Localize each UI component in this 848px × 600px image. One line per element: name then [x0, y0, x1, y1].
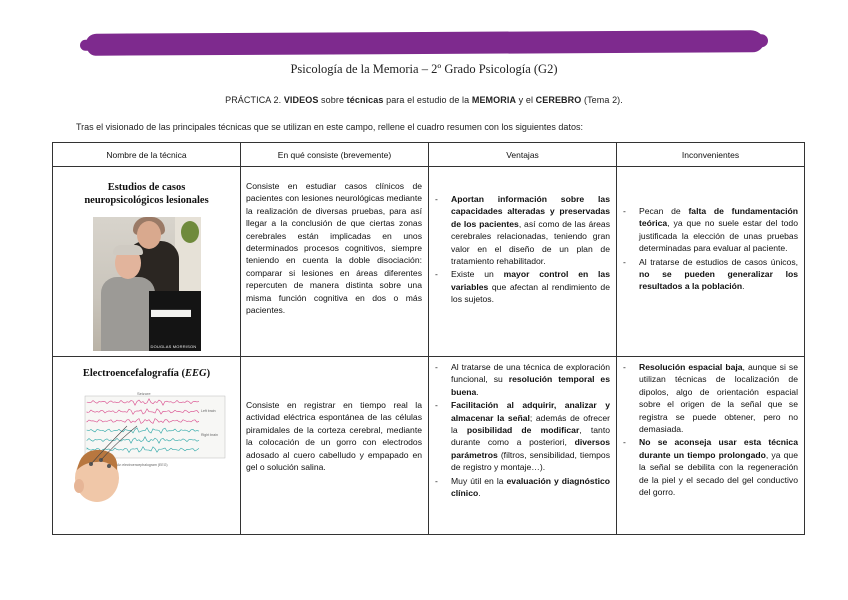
- technique-name-cell: [53, 357, 241, 535]
- advantages-cell: [429, 167, 617, 357]
- header-ventajas: Ventajas: [429, 143, 617, 167]
- table-row: [53, 167, 805, 357]
- eeg-illustration-image: [67, 386, 227, 506]
- header-consiste: En qué consiste (brevemente): [241, 143, 429, 167]
- list-item: - Pecan de falta de fundamentación teórica, ya que no suele estar del todo justificada la elección de unas pruebas determinadas para evaluar al paciente.: [623, 205, 798, 255]
- patients-photo-image: [93, 217, 201, 351]
- technique-name: Estudios de casos neuropsicológicos lesionales: [84, 182, 209, 206]
- advantages-cell: [429, 357, 617, 535]
- list-item: - Muy útil en la evaluación y diagnóstico clínico.: [435, 475, 610, 500]
- list-item: - Facilitación al adquirir, analizar y almacenar la señal; además de ofrecer la posibilidad de modificar, tanto durante como a posteriori, diversos parámetros (filtros, sensibilidad, tiempos de registro y montaje…).: [435, 399, 610, 473]
- eeg-label-right: Right brain: [200, 433, 218, 437]
- summary-table: [52, 142, 805, 535]
- eeg-label-left: Left brain: [200, 409, 216, 413]
- disadvantages-cell: [617, 167, 805, 357]
- advantages-list: [429, 357, 616, 499]
- header-inconvenientes: Inconvenientes: [617, 143, 805, 167]
- disadvantages-list: [617, 167, 804, 293]
- table-header-row: [53, 143, 805, 167]
- description-cell: [241, 167, 429, 357]
- description-text: Consiste en estudiar casos clínicos de pacientes con lesiones neurológicas mediante la realización de diversas pruebas, para así llegar a la conclusión de que ciertas zonas cerebrales están implicadas en unos determinados procesos cognitivos, siempre teniendo en cuenta la doble disociación: comparar si lesiones en áreas diferentes repercuten de manera distinta sobre una misma función cognitiva en dos o más pacientes.: [246, 181, 422, 316]
- disadvantages-cell: [617, 357, 805, 535]
- list-item: - Al tratarse de estudios de casos únicos, no se pueden generalizar los resultados a la población.: [623, 256, 798, 293]
- practice-title: PRÁCTICA 2. VIDEOS sobre técnicas para el estudio de la MEMORIA y el CEREBRO (Tema 2).: [225, 95, 623, 105]
- table-row: [53, 357, 805, 535]
- list-item: - Aportan información sobre las capacidades alteradas y preservadas de los pacientes, así como de las áreas cerebrales relacionadas, teniendo gran valor en el diseño de un plan de tratamiento rehabilitador.: [435, 193, 610, 267]
- eeg-caption: An electroencephalogram (EEG): [116, 463, 168, 467]
- list-item: - Resolución espacial baja, aunque si se utilizan técnicas de localización de dipolos, algo de orientación espacial sobre el origen de la señal que se registra se puede obtener, pero no demasiada.: [623, 361, 798, 435]
- description-cell: [241, 357, 429, 535]
- description-text: Consiste en registrar en tiempo real la actividad eléctrica espontánea de las células piramidales de la corteza cerebral, mediante la colocación de un gorro con electrodos adosado al cuero cabelludo y empapado en gel o solución salina.: [246, 400, 422, 473]
- disadvantages-list: [617, 357, 804, 498]
- page-header-title: Psicología de la Memoria – 2º Grado Psicología (G2): [290, 62, 558, 76]
- list-item: - No se aconseja usar esta técnica durante un tiempo prolongado, ya que la señal se debilita con la regeneración de la piel y el secado del gel conductivo del gorro.: [623, 436, 798, 498]
- header-nombre: Nombre de la técnica: [53, 143, 241, 167]
- technique-name-cell: [53, 167, 241, 357]
- eeg-label-top: Seizure: [136, 391, 151, 396]
- list-item: - Al tratarse de una técnica de exploración funcional, su resolución temporal es buena.: [435, 361, 610, 398]
- photo-caption: DOUGLAS MORRISON: [150, 344, 197, 349]
- instructions-text: Tras el visionado de las principales técnicas que se utilizan en este campo, rellene el cuadro resumen con los siguientes datos:: [76, 122, 583, 132]
- advantages-list: [429, 167, 616, 306]
- list-item: - Existe un mayor control en las variables que afectan al rendimiento de los sujetos.: [435, 268, 610, 305]
- purple-brush-stroke-banner: [86, 30, 764, 56]
- technique-name: Electroencefalografía (EEG): [82, 368, 211, 379]
